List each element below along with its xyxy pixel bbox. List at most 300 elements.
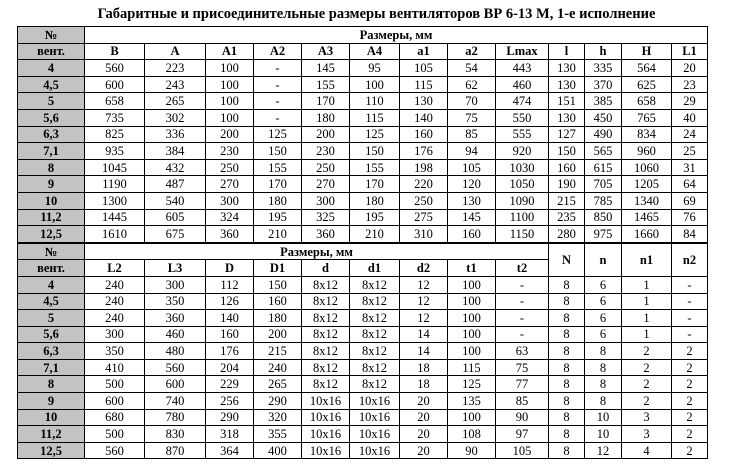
table-cell: 560 xyxy=(145,359,206,376)
fan-number-cell: 7,1 xyxy=(18,143,85,160)
table-cell: 1 xyxy=(622,276,672,293)
table-cell: 100 xyxy=(206,109,254,126)
dimensions-table-1 xyxy=(17,26,708,243)
table-row xyxy=(18,76,708,93)
table-cell: 125 xyxy=(254,126,302,143)
table-cell: 76 xyxy=(672,209,708,226)
table-cell: 20 xyxy=(400,442,448,459)
table-row xyxy=(18,442,708,459)
table-cell: 190 xyxy=(549,176,585,193)
table-cell: 110 xyxy=(350,93,400,110)
table-cell: 75 xyxy=(496,359,549,376)
table2-column-header: D1 xyxy=(254,260,302,277)
table-cell: 560 xyxy=(85,60,145,77)
table-cell: 1660 xyxy=(622,226,672,243)
table-cell: 14 xyxy=(400,326,448,343)
table-cell: 2 xyxy=(622,359,672,376)
fan-number-cell: 12,5 xyxy=(18,442,85,459)
table-cell: 100 xyxy=(448,343,496,360)
table-cell: 1060 xyxy=(622,159,672,176)
table-cell: 12 xyxy=(585,442,622,459)
table-cell: 1100 xyxy=(496,209,549,226)
table-cell: 140 xyxy=(400,109,448,126)
table-cell: 210 xyxy=(350,226,400,243)
table-cell: 75 xyxy=(448,109,496,126)
table-cell: 765 xyxy=(622,109,672,126)
table-cell: 130 xyxy=(549,109,585,126)
table-cell: 8x12 xyxy=(302,376,350,393)
table-cell: 300 xyxy=(206,192,254,209)
table-cell: 8 xyxy=(549,276,585,293)
table1-column-header: H xyxy=(622,43,672,60)
table-cell: 460 xyxy=(145,326,206,343)
table-cell: 432 xyxy=(145,159,206,176)
table-cell: 336 xyxy=(145,126,206,143)
table-cell: 600 xyxy=(85,393,145,410)
table-cell: 8x12 xyxy=(302,276,350,293)
table-cell: 10 xyxy=(585,426,622,443)
table-cell: 1030 xyxy=(496,159,549,176)
table-cell: 155 xyxy=(350,159,400,176)
table-cell: 8x12 xyxy=(350,326,400,343)
page-title: Габаритные и присоединительные размеры вентиляторов ВР 6-13 М, 1-е исполнение xyxy=(97,6,656,22)
table-cell: 200 xyxy=(206,126,254,143)
fan-number-cell: 6,3 xyxy=(18,126,85,143)
table-cell: 155 xyxy=(302,76,350,93)
table-cell: 180 xyxy=(254,192,302,209)
table-cell: 2 xyxy=(672,409,708,426)
table-cell: 130 xyxy=(400,93,448,110)
table-cell: 600 xyxy=(85,76,145,93)
table-cell: 40 xyxy=(672,109,708,126)
table-cell: 12 xyxy=(400,293,448,310)
table-cell: 1 xyxy=(622,326,672,343)
table-cell: 2 xyxy=(622,393,672,410)
table-cell: 975 xyxy=(585,226,622,243)
table-cell: 600 xyxy=(145,376,206,393)
table-cell: 658 xyxy=(85,93,145,110)
table-cell: 1090 xyxy=(496,192,549,209)
table-cell: 785 xyxy=(585,192,622,209)
table-cell: 560 xyxy=(85,442,145,459)
table-cell: 6 xyxy=(585,293,622,310)
table-cell: 460 xyxy=(496,76,549,93)
table-cell: 705 xyxy=(585,176,622,193)
fan-number-cell: 11,2 xyxy=(18,209,85,226)
table2-column-header: t2 xyxy=(496,260,549,277)
table-cell: 2 xyxy=(622,343,672,360)
table2-column-header: L2 xyxy=(85,260,145,277)
fan-number-cell: 10 xyxy=(18,409,85,426)
table-cell: 8 xyxy=(549,343,585,360)
table2-column-header: d2 xyxy=(400,260,448,277)
fan-number-cell: 4 xyxy=(18,276,85,293)
table-cell: 250 xyxy=(400,192,448,209)
table-cell: - xyxy=(496,326,549,343)
table-cell: 675 xyxy=(145,226,206,243)
table-cell: 150 xyxy=(254,276,302,293)
table-cell: 100 xyxy=(448,310,496,327)
table-cell: 220 xyxy=(400,176,448,193)
table-cell: 360 xyxy=(206,226,254,243)
table-cell: 135 xyxy=(448,393,496,410)
table2-column-header: n2 xyxy=(672,243,708,276)
table-cell: 24 xyxy=(672,126,708,143)
table-cell: 160 xyxy=(448,226,496,243)
table-cell: 240 xyxy=(85,293,145,310)
table-cell: 108 xyxy=(448,426,496,443)
table-cell: 151 xyxy=(549,93,585,110)
table-row xyxy=(18,60,708,77)
table-cell: 100 xyxy=(206,76,254,93)
table-cell: 10x16 xyxy=(302,409,350,426)
table1-column-header: a2 xyxy=(448,43,496,60)
table-cell: 8 xyxy=(585,359,622,376)
table-cell: 8 xyxy=(549,310,585,327)
table2-column-header: t1 xyxy=(448,260,496,277)
table-cell: 20 xyxy=(400,393,448,410)
table-cell: 18 xyxy=(400,376,448,393)
table-cell: 1610 xyxy=(85,226,145,243)
fan-number-cell: 11,2 xyxy=(18,426,85,443)
table-cell: 100 xyxy=(350,76,400,93)
table-cell: 77 xyxy=(496,376,549,393)
table-cell: 8 xyxy=(549,326,585,343)
table-cell: 130 xyxy=(448,192,496,209)
table-cell: 8x12 xyxy=(302,310,350,327)
table-cell: 615 xyxy=(585,159,622,176)
table-cell: 8 xyxy=(549,359,585,376)
table1-column-header: A1 xyxy=(206,43,254,60)
table-cell: 335 xyxy=(585,60,622,77)
fan-number-cell: 5 xyxy=(18,310,85,327)
table-cell: 8x12 xyxy=(302,359,350,376)
table-cell: - xyxy=(254,93,302,110)
table-row xyxy=(18,310,708,327)
table-cell: 325 xyxy=(302,209,350,226)
table1-corner-no: № xyxy=(18,27,85,44)
table-cell: 10 xyxy=(585,409,622,426)
table-cell: 490 xyxy=(585,126,622,143)
table-cell: 870 xyxy=(145,442,206,459)
table-cell: 2 xyxy=(622,376,672,393)
table-cell: - xyxy=(254,60,302,77)
table-cell: - xyxy=(254,109,302,126)
table-cell: 200 xyxy=(254,326,302,343)
table-cell: 1045 xyxy=(85,159,145,176)
table-cell: 270 xyxy=(302,176,350,193)
table-cell: 200 xyxy=(302,126,350,143)
table-row xyxy=(18,192,708,209)
table-cell: 150 xyxy=(549,143,585,160)
table-cell: 198 xyxy=(400,159,448,176)
table-cell: 1340 xyxy=(622,192,672,209)
table-cell: - xyxy=(672,326,708,343)
table-cell: 126 xyxy=(206,293,254,310)
table1-group-header: Размеры, мм xyxy=(85,27,708,44)
table-cell: 830 xyxy=(145,426,206,443)
table-cell: 565 xyxy=(585,143,622,160)
fan-number-cell: 4 xyxy=(18,60,85,77)
fan-number-cell: 4,5 xyxy=(18,76,85,93)
table-cell: 160 xyxy=(549,159,585,176)
table-cell: 2 xyxy=(672,442,708,459)
table-cell: - xyxy=(672,276,708,293)
fan-number-cell: 9 xyxy=(18,393,85,410)
table2-corner-no: № xyxy=(18,243,85,260)
table-cell: - xyxy=(496,310,549,327)
table-cell: 1150 xyxy=(496,226,549,243)
table2-column-header: n1 xyxy=(622,243,672,276)
table-cell: 195 xyxy=(350,209,400,226)
table-cell: 10x16 xyxy=(350,393,400,410)
table-cell: 94 xyxy=(448,143,496,160)
table-row xyxy=(18,93,708,110)
table-cell: 550 xyxy=(496,109,549,126)
table-cell: 20 xyxy=(672,60,708,77)
table-cell: 10x16 xyxy=(302,442,350,459)
table-cell: 318 xyxy=(206,426,254,443)
table-cell: 360 xyxy=(145,310,206,327)
table-cell: 350 xyxy=(85,343,145,360)
table-row xyxy=(18,409,708,426)
table-row xyxy=(18,293,708,310)
table-cell: 12 xyxy=(400,310,448,327)
table-cell: 160 xyxy=(400,126,448,143)
table-row xyxy=(18,176,708,193)
table-cell: 69 xyxy=(672,192,708,209)
fan-number-cell: 4,5 xyxy=(18,293,85,310)
table-cell: 2 xyxy=(672,393,708,410)
table-cell: 243 xyxy=(145,76,206,93)
table1-column-header: a1 xyxy=(400,43,448,60)
table-cell: 275 xyxy=(400,209,448,226)
table-cell: 155 xyxy=(254,159,302,176)
table-cell: 130 xyxy=(549,76,585,93)
table-cell: 302 xyxy=(145,109,206,126)
table-cell: 125 xyxy=(448,376,496,393)
table2-column-header: L3 xyxy=(145,260,206,277)
table-row xyxy=(18,393,708,410)
table1-column-header: B xyxy=(85,43,145,60)
table-cell: 834 xyxy=(622,126,672,143)
table-cell: 215 xyxy=(549,192,585,209)
table-cell: 54 xyxy=(448,60,496,77)
table-cell: 360 xyxy=(302,226,350,243)
table-cell: 240 xyxy=(254,359,302,376)
table-cell: 8x12 xyxy=(350,359,400,376)
table-cell: 18 xyxy=(400,359,448,376)
table-cell: 25 xyxy=(672,143,708,160)
table-cell: 145 xyxy=(302,60,350,77)
table-cell: 10x16 xyxy=(302,426,350,443)
table-row xyxy=(18,109,708,126)
table-cell: 410 xyxy=(85,359,145,376)
table-cell: 195 xyxy=(254,209,302,226)
table-cell: 84 xyxy=(672,226,708,243)
table-cell: 140 xyxy=(206,310,254,327)
table-cell: 300 xyxy=(302,192,350,209)
table-cell: 115 xyxy=(400,76,448,93)
table-cell: 23 xyxy=(672,76,708,93)
table-cell: 64 xyxy=(672,176,708,193)
table-cell: 355 xyxy=(254,426,302,443)
table-cell: 204 xyxy=(206,359,254,376)
table-cell: 443 xyxy=(496,60,549,77)
table-cell: 310 xyxy=(400,226,448,243)
fan-number-cell: 10 xyxy=(18,192,85,209)
table-cell: - xyxy=(496,293,549,310)
table-cell: 29 xyxy=(672,93,708,110)
table-cell: 97 xyxy=(496,426,549,443)
table-cell: 385 xyxy=(585,93,622,110)
table-cell: 105 xyxy=(448,159,496,176)
table2-group-header: Размеры, мм xyxy=(85,243,549,260)
table-cell: 290 xyxy=(206,409,254,426)
table-cell: 1 xyxy=(622,293,672,310)
table-cell: 105 xyxy=(400,60,448,77)
table-cell: 780 xyxy=(145,409,206,426)
table-cell: 170 xyxy=(254,176,302,193)
table-cell: 555 xyxy=(496,126,549,143)
table-cell: 160 xyxy=(206,326,254,343)
table-cell: 487 xyxy=(145,176,206,193)
table-cell: 300 xyxy=(85,326,145,343)
table-cell: 935 xyxy=(85,143,145,160)
dimensions-tables xyxy=(17,26,708,459)
table-cell: 2 xyxy=(672,376,708,393)
table-cell: 474 xyxy=(496,93,549,110)
table-cell: - xyxy=(672,310,708,327)
fan-number-cell: 7,1 xyxy=(18,359,85,376)
table-cell: 180 xyxy=(302,109,350,126)
table-cell: 10x16 xyxy=(350,409,400,426)
table-cell: 90 xyxy=(496,409,549,426)
table-cell: 300 xyxy=(145,276,206,293)
table-cell: 920 xyxy=(496,143,549,160)
table-row xyxy=(18,126,708,143)
table-cell: 2 xyxy=(672,359,708,376)
table-cell: 350 xyxy=(145,293,206,310)
table-cell: 150 xyxy=(350,143,400,160)
table-cell: 680 xyxy=(85,409,145,426)
table-cell: 8 xyxy=(585,393,622,410)
table-cell: 70 xyxy=(448,93,496,110)
table2-corner-vent: вент. xyxy=(18,260,85,277)
table-cell: 8 xyxy=(585,376,622,393)
table-row xyxy=(18,159,708,176)
fan-number-cell: 5,6 xyxy=(18,109,85,126)
table-cell: 120 xyxy=(448,176,496,193)
table-cell: 229 xyxy=(206,376,254,393)
table-cell: 12 xyxy=(400,276,448,293)
table-cell: 180 xyxy=(254,310,302,327)
table-cell: 8x12 xyxy=(350,293,400,310)
table-row xyxy=(18,276,708,293)
table-row xyxy=(18,426,708,443)
fan-number-cell: 8 xyxy=(18,376,85,393)
table-row xyxy=(18,359,708,376)
table-cell: 960 xyxy=(622,143,672,160)
table-cell: 2 xyxy=(672,343,708,360)
table-cell: 1190 xyxy=(85,176,145,193)
table-cell: 31 xyxy=(672,159,708,176)
table-cell: 8x12 xyxy=(350,376,400,393)
table-cell: 1205 xyxy=(622,176,672,193)
table2-column-header: n xyxy=(585,243,622,276)
table-cell: 625 xyxy=(622,76,672,93)
table1-corner-vent: вент. xyxy=(18,43,85,60)
table-cell: 8x12 xyxy=(350,310,400,327)
table1-column-header: A2 xyxy=(254,43,302,60)
table-cell: 265 xyxy=(254,376,302,393)
fan-number-cell: 8 xyxy=(18,159,85,176)
table1-column-header: L1 xyxy=(672,43,708,60)
table-cell: 115 xyxy=(448,359,496,376)
table-cell: 3 xyxy=(622,426,672,443)
table-cell: 20 xyxy=(400,426,448,443)
table-cell: 125 xyxy=(350,126,400,143)
table-cell: 112 xyxy=(206,276,254,293)
table-cell: 215 xyxy=(254,343,302,360)
table1-column-header: A xyxy=(145,43,206,60)
table-cell: 100 xyxy=(448,409,496,426)
table-cell: 95 xyxy=(350,60,400,77)
table-cell: 176 xyxy=(206,343,254,360)
table-cell: 290 xyxy=(254,393,302,410)
table-cell: 176 xyxy=(400,143,448,160)
table-cell: 10x16 xyxy=(302,393,350,410)
table-cell: 230 xyxy=(206,143,254,160)
table-cell: 85 xyxy=(496,393,549,410)
table-cell: 20 xyxy=(400,409,448,426)
table-cell: 100 xyxy=(206,93,254,110)
table-cell: 6 xyxy=(585,276,622,293)
table-cell: 127 xyxy=(549,126,585,143)
table-cell: 450 xyxy=(585,109,622,126)
table-cell: 145 xyxy=(448,209,496,226)
table-cell: 1465 xyxy=(622,209,672,226)
table-cell: 100 xyxy=(206,60,254,77)
table-row xyxy=(18,326,708,343)
table-cell: 10x16 xyxy=(350,442,400,459)
table-cell: 740 xyxy=(145,393,206,410)
table-cell: 480 xyxy=(145,343,206,360)
table1-column-header: A4 xyxy=(350,43,400,60)
table-cell: 8x12 xyxy=(350,343,400,360)
table-cell: 8 xyxy=(549,293,585,310)
table-cell: 100 xyxy=(448,326,496,343)
table-cell: 14 xyxy=(400,343,448,360)
table-cell: 3 xyxy=(622,409,672,426)
table-cell: 100 xyxy=(448,276,496,293)
table-cell: 256 xyxy=(206,393,254,410)
table-cell: 500 xyxy=(85,426,145,443)
fan-number-cell: 12,5 xyxy=(18,226,85,243)
table2-column-header: N xyxy=(549,243,585,276)
table-cell: 10x16 xyxy=(350,426,400,443)
table-cell: 170 xyxy=(350,176,400,193)
table-cell: 250 xyxy=(302,159,350,176)
table2-column-header: d1 xyxy=(350,260,400,277)
table1-column-header: h xyxy=(585,43,622,60)
table-cell: - xyxy=(496,276,549,293)
table-cell: - xyxy=(254,76,302,93)
table-cell: 324 xyxy=(206,209,254,226)
table-cell: 62 xyxy=(448,76,496,93)
table-cell: 8 xyxy=(549,393,585,410)
table2-column-header: D xyxy=(206,260,254,277)
